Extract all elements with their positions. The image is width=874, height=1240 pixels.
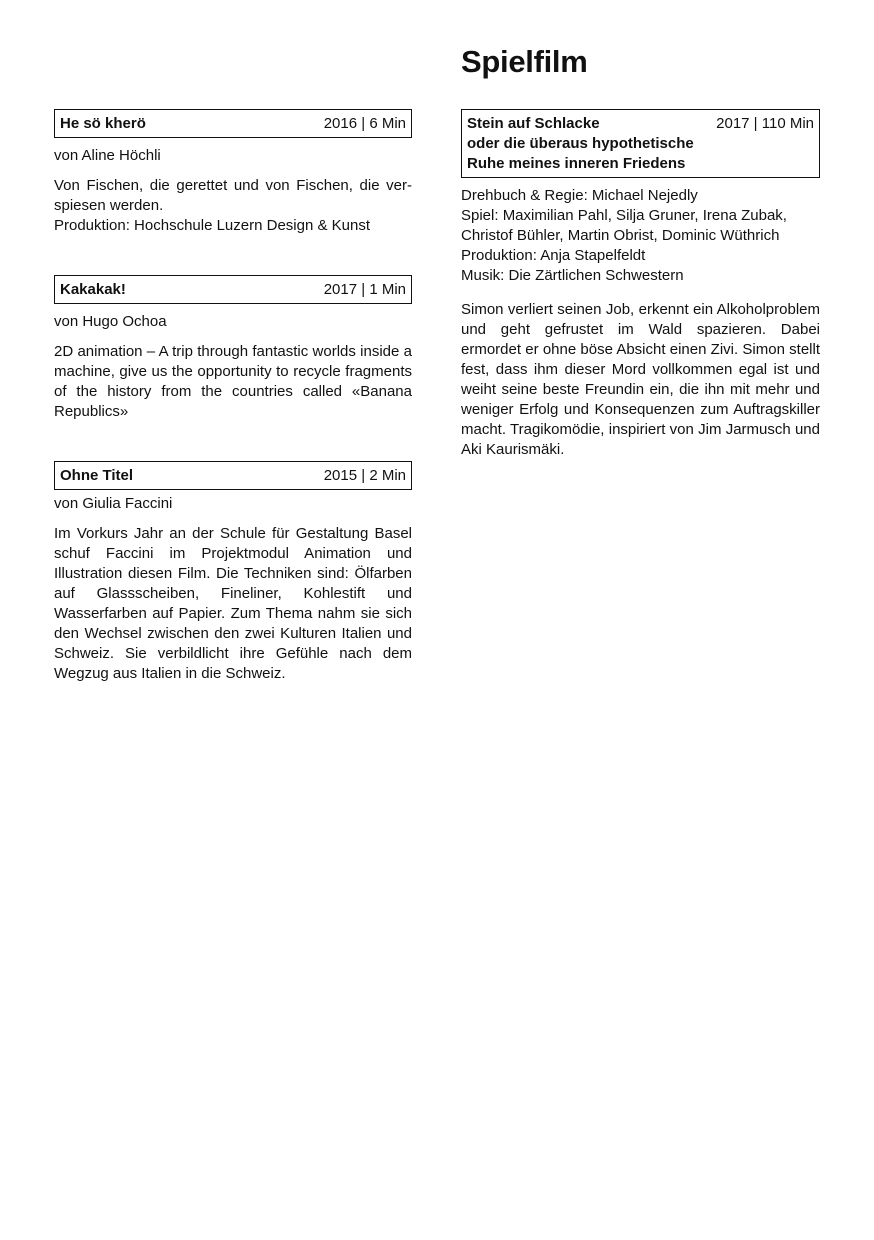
film-entry-ohne-titel <box>54 461 412 684</box>
credit-line-cast: Spiel: Maximilian Pahl, Silja Gruner, Irena Zubak, <box>461 207 787 224</box>
film-author: von Hugo Ochoa <box>54 313 167 330</box>
film-title-box <box>54 275 412 304</box>
film-entry-stein-auf-schlacke <box>461 109 820 460</box>
film-title-box <box>54 461 412 490</box>
film-title: Kakakak! <box>60 281 126 298</box>
film-title: He sö kherö <box>60 115 146 132</box>
film-production: Produktion: Hochschule Luzern Design & Kunst <box>54 217 371 234</box>
film-title-line: Ruhe meines inneren Friedens <box>467 155 686 172</box>
film-title <box>467 114 694 174</box>
film-year-duration: 2015 | 2 Min <box>323 467 406 484</box>
film-year-duration: 2017 | 1 Min <box>323 281 406 298</box>
credit-line-production: Produktion: Anja Stapelfeldt <box>461 247 646 264</box>
credit-line-cast: Christof Bühler, Martin Obrist, Dominic Wüthrich <box>461 227 780 244</box>
credit-line-music: Musik: Die Zärtlichen Schwestern <box>461 267 684 284</box>
film-title-line: oder die überaus hypothetische <box>467 135 694 152</box>
film-credits <box>461 186 820 286</box>
film-year-duration: 2016 | 6 Min <box>323 115 406 132</box>
film-description-text: Von Fischen, die gerettet und von Fischen, die verspiesen werden. <box>54 177 412 214</box>
film-entry-kakakak <box>54 275 412 422</box>
film-author: von Giulia Faccini <box>54 495 173 512</box>
film-entry-he-so-khero <box>54 109 412 236</box>
section-title: Spielfilm <box>461 44 588 79</box>
film-description <box>54 176 412 236</box>
film-title-box <box>54 109 412 138</box>
film-year-duration: 2017 | 110 Min <box>716 115 814 132</box>
film-author: von Aline Höchli <box>54 147 161 164</box>
film-description: 2D animation – A trip through fantastic worlds inside a machine, give us the opportunity to recycle fragments of the history from the countries called «Banana Republics» <box>54 343 412 420</box>
film-title: Ohne Titel <box>60 467 134 484</box>
film-description: Im Vorkurs Jahr an der Schule für Gestaltung Basel schuf Faccini im Projektmodul Animation und Illustration diesen Film. Die Techniken sind: Ölfarben auf Glassscheiben, Fineliner, Kohlestift und Wasserfarben auf Papier. Zum Thema nahm sie sich den Wechsel zwischen den zwei Kulturen Italien und Schweiz. Sie verbildlicht ihre Gefühle nach dem Wegzug aus Italien in die Schweiz. <box>54 525 412 682</box>
film-title-box <box>461 109 820 178</box>
credit-line-director: Drehbuch & Regie: Michael Nejedly <box>461 187 698 204</box>
film-description: Simon verliert seinen Job, erkennt ein Alkoholproblem und geht gefrustet im Wald spazieren. Dabei ermordet er ohne böse Absicht einen Zivi. Simon stellt fest, dass ihm dieser Mord vollkommen egal ist und weiht seine beste Freundin ein, die ihn mit mehr und weniger Erfolg und Konsequenzen zum Auftragskiller macht. Tragikomödie, inspiriert von Jim Jarmusch und Aki Kaurismäki. <box>461 301 820 458</box>
film-title-line: Stein auf Schlacke <box>467 115 600 132</box>
